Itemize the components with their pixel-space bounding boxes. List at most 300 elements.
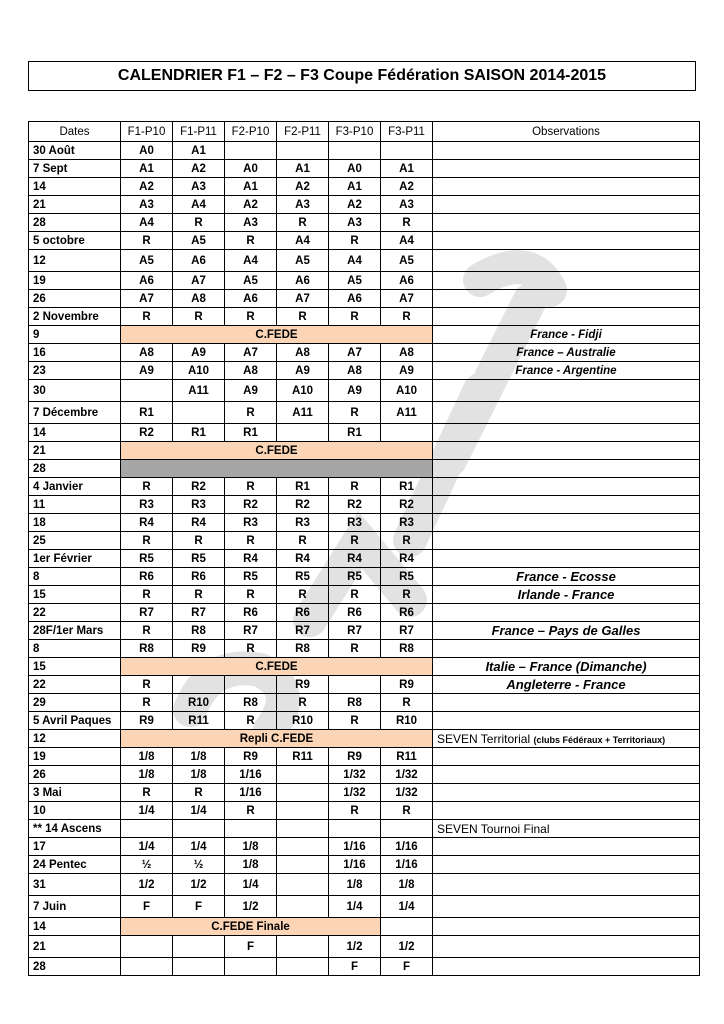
round-cell: R9 [381,676,433,694]
round-cell: R [225,478,277,496]
round-cell: R [225,232,277,250]
round-cell: R5 [329,568,381,586]
observation-cell [433,694,700,712]
round-cell: 1/2 [121,874,173,896]
date-cell: 16 [29,344,121,362]
round-cell: A7 [277,290,329,308]
round-cell: R [329,712,381,730]
round-cell: R [381,586,433,604]
round-cell: A5 [225,272,277,290]
round-cell [121,936,173,958]
round-cell: A1 [277,160,329,178]
round-cell: F [121,896,173,918]
round-cell: R1 [329,424,381,442]
round-cell: A7 [121,290,173,308]
table-row [29,290,700,308]
round-cell: 1/2 [173,874,225,896]
round-cell: R2 [173,478,225,496]
date-cell: 14 [29,424,121,442]
round-cell: R [121,232,173,250]
table-row [29,896,700,918]
round-cell: R8 [225,694,277,712]
observation-text: France - Argentine [515,364,617,377]
round-cell: 1/32 [381,784,433,802]
round-cell: R3 [173,496,225,514]
round-cell: R [329,532,381,550]
round-cell: R [225,402,277,424]
round-cell [277,424,329,442]
round-cell [173,936,225,958]
table-row [29,142,700,160]
date-cell: 5 Avril Paques [29,712,121,730]
observation-cell [433,568,700,586]
round-cell: R [329,402,381,424]
date-cell: 22 [29,604,121,622]
round-cell [381,918,433,936]
round-cell [277,766,329,784]
date-cell: 12 [29,250,121,272]
round-cell: R7 [329,622,381,640]
date-cell: 26 [29,766,121,784]
column-header: F1-P11 [173,122,225,142]
page-title: CALENDRIER F1 – F2 – F3 Coupe Fédération SAISON 2014-2015 [28,61,696,91]
observation-cell [433,896,700,918]
round-cell: R [173,308,225,326]
round-cell [329,676,381,694]
round-cell: A9 [225,380,277,402]
coupe-federation-cell: Repli C.FEDE [121,730,433,748]
round-cell: A11 [381,402,433,424]
round-cell: A3 [121,196,173,214]
round-cell: R [121,478,173,496]
round-cell: A9 [277,362,329,380]
round-cell [329,142,381,160]
round-cell [277,820,329,838]
date-cell: 7 Juin [29,896,121,918]
date-cell: 23 [29,362,121,380]
observation-cell [433,748,700,766]
round-cell: A7 [173,272,225,290]
round-cell: A9 [121,362,173,380]
coupe-federation-cell: C.FEDE Finale [121,918,381,936]
round-cell: A6 [173,250,225,272]
round-cell: A2 [225,196,277,214]
round-cell [329,820,381,838]
round-cell: A8 [121,344,173,362]
round-cell: R [329,640,381,658]
observation-cell [433,856,700,874]
round-cell [121,958,173,976]
round-cell: A5 [173,232,225,250]
round-cell: A5 [277,250,329,272]
round-cell: A1 [121,160,173,178]
calendar-table [28,121,700,976]
round-cell [277,142,329,160]
date-cell: 30 Août [29,142,121,160]
observation-text: France - Fidji [530,328,602,341]
round-cell: A8 [277,344,329,362]
table-row [29,874,700,896]
round-cell: 1/16 [381,856,433,874]
table-row [29,232,700,250]
round-cell: 1/16 [381,838,433,856]
round-cell: 1/16 [225,766,277,784]
round-cell [381,820,433,838]
date-cell: 11 [29,496,121,514]
round-cell: 1/4 [173,838,225,856]
round-cell: A11 [277,402,329,424]
round-cell: A5 [329,272,381,290]
date-cell: 25 [29,532,121,550]
round-cell [277,838,329,856]
round-cell: R4 [225,550,277,568]
round-cell: F [225,936,277,958]
round-cell: A4 [381,232,433,250]
round-cell: 1/4 [121,838,173,856]
table-row [29,622,700,640]
round-cell [277,958,329,976]
date-cell: 31 [29,874,121,896]
round-cell: R7 [121,604,173,622]
round-cell: R [277,308,329,326]
round-cell: R9 [121,712,173,730]
date-cell: 2 Novembre [29,308,121,326]
round-cell: A1 [329,178,381,196]
round-cell: A2 [329,196,381,214]
round-cell: A10 [277,380,329,402]
date-cell: 28F/1er Mars [29,622,121,640]
date-cell: 18 [29,514,121,532]
observation-cell [433,232,700,250]
observation-note: (clubs Fédéraux + Territoriaux) [533,734,666,745]
round-cell [277,936,329,958]
round-cell: A9 [381,362,433,380]
table-row [29,568,700,586]
table-row [29,640,700,658]
round-cell: R9 [277,676,329,694]
observation-cell [433,308,700,326]
round-cell: R8 [329,694,381,712]
round-cell: R [121,676,173,694]
round-cell: A6 [277,272,329,290]
round-cell: R9 [329,748,381,766]
table-row [29,460,700,478]
date-cell: 8 [29,568,121,586]
round-cell: R8 [173,622,225,640]
round-cell: R [277,532,329,550]
observation-cell [433,214,700,232]
round-cell: R4 [277,550,329,568]
round-cell: A4 [121,214,173,232]
round-cell: A3 [277,196,329,214]
column-header: F2-P11 [277,122,329,142]
round-cell: R10 [381,712,433,730]
observation-cell [433,766,700,784]
round-cell: 1/2 [329,936,381,958]
date-cell: 28 [29,958,121,976]
observation-cell [433,586,700,604]
round-cell: A0 [121,142,173,160]
date-cell: 12 [29,730,121,748]
observation-cell [433,326,700,344]
round-cell: R [329,308,381,326]
observation-cell [433,820,700,838]
observation-cell [433,918,700,936]
observation-text: France – Australie [516,346,616,359]
date-cell: ** 14 Ascens [29,820,121,838]
table-row [29,514,700,532]
round-cell: R3 [381,514,433,532]
date-cell: 15 [29,586,121,604]
round-cell: R7 [381,622,433,640]
round-cell: A7 [329,344,381,362]
round-cell: R1 [225,424,277,442]
observation-cell [433,402,700,424]
observation-cell [433,802,700,820]
round-cell: R8 [381,640,433,658]
observation-cell [433,958,700,976]
round-cell: R [381,802,433,820]
round-cell: R8 [277,640,329,658]
observation-cell [433,676,700,694]
round-cell: R9 [173,640,225,658]
round-cell: R5 [277,568,329,586]
round-cell: A3 [381,196,433,214]
observation-cell [433,712,700,730]
round-cell [225,958,277,976]
round-cell: R9 [225,748,277,766]
round-cell: R [173,586,225,604]
round-cell: R4 [381,550,433,568]
table-row [29,604,700,622]
round-cell [277,896,329,918]
table-row [29,748,700,766]
table-row [29,178,700,196]
round-cell: R [121,586,173,604]
round-cell: R [329,586,381,604]
round-cell: R5 [173,550,225,568]
round-cell: R [121,694,173,712]
round-cell: R10 [173,694,225,712]
round-cell: A1 [381,160,433,178]
round-cell: R [121,622,173,640]
round-cell: R6 [381,604,433,622]
round-cell: R2 [121,424,173,442]
round-cell: R [329,232,381,250]
round-cell: 1/2 [225,896,277,918]
observation-cell [433,784,700,802]
table-row [29,272,700,290]
observation-cell [433,640,700,658]
table-row [29,918,700,936]
date-cell: 3 Mai [29,784,121,802]
table-row [29,196,700,214]
round-cell: A6 [225,290,277,308]
observation-cell [433,874,700,896]
observation-cell [433,496,700,514]
table-row [29,326,700,344]
round-cell: ½ [121,856,173,874]
coupe-federation-cell: C.FEDE [121,326,433,344]
column-header: F2-P10 [225,122,277,142]
table-row [29,402,700,424]
round-cell: A8 [225,362,277,380]
round-cell: R [381,694,433,712]
observation-cell [433,514,700,532]
observation-cell [433,344,700,362]
round-cell: R [381,532,433,550]
round-cell [381,142,433,160]
observation-cell [433,604,700,622]
observation-cell [433,460,700,478]
round-cell: 1/8 [381,874,433,896]
round-cell: R1 [121,402,173,424]
round-cell: 1/4 [225,874,277,896]
round-cell: 1/8 [121,748,173,766]
observation-text: SEVEN Tournoi Final [437,821,550,836]
round-cell: R [277,694,329,712]
round-cell: 1/32 [329,766,381,784]
round-cell: 1/8 [329,874,381,896]
date-cell: 9 [29,326,121,344]
coupe-federation-cell: C.FEDE [121,658,433,676]
round-cell: 1/4 [329,896,381,918]
round-cell: A9 [329,380,381,402]
observation-cell [433,142,700,160]
date-cell: 26 [29,290,121,308]
round-cell: A7 [225,344,277,362]
round-cell [277,802,329,820]
round-cell: A10 [173,362,225,380]
table-row [29,712,700,730]
date-cell: 28 [29,214,121,232]
round-cell: R3 [277,514,329,532]
round-cell [225,820,277,838]
date-cell: 21 [29,936,121,958]
round-cell: R6 [173,568,225,586]
round-cell: R4 [329,550,381,568]
round-cell: A1 [225,178,277,196]
observation-text: Angleterre - France [506,677,626,692]
observation-cell [433,658,700,676]
observation-cell [433,936,700,958]
round-cell: A2 [381,178,433,196]
table-row [29,838,700,856]
date-cell: 19 [29,272,121,290]
observation-cell [433,160,700,178]
round-cell: A2 [173,160,225,178]
round-cell: A8 [381,344,433,362]
date-cell: 21 [29,442,121,460]
date-cell: 22 [29,676,121,694]
round-cell: A10 [381,380,433,402]
round-cell: R2 [225,496,277,514]
date-cell: 15 [29,658,121,676]
date-cell: 7 Décembre [29,402,121,424]
round-cell: A5 [381,250,433,272]
table-row [29,694,700,712]
round-cell: A11 [173,380,225,402]
column-header: Dates [29,122,121,142]
date-cell: 7 Sept [29,160,121,178]
table-row [29,586,700,604]
round-cell: R [173,532,225,550]
date-cell: 14 [29,178,121,196]
round-cell: A1 [173,142,225,160]
table-row [29,380,700,402]
round-cell: R5 [381,568,433,586]
blank-period-cell [121,460,433,478]
round-cell: R3 [121,496,173,514]
table-row [29,766,700,784]
table-row [29,424,700,442]
round-cell: 1/8 [225,856,277,874]
observation-cell [433,196,700,214]
round-cell: R [225,532,277,550]
observation-cell [433,290,700,308]
round-cell: R6 [121,568,173,586]
round-cell: 1/32 [329,784,381,802]
column-header: Observations [433,122,700,142]
table-row [29,308,700,326]
table-row [29,214,700,232]
round-cell: F [173,896,225,918]
observation-cell [433,362,700,380]
round-cell: R2 [277,496,329,514]
observation-cell [433,442,700,460]
date-cell: 21 [29,196,121,214]
round-cell: A4 [173,196,225,214]
round-cell: 1/8 [173,766,225,784]
round-cell: R1 [381,478,433,496]
round-cell: R4 [121,514,173,532]
round-cell: A3 [173,178,225,196]
table-row [29,936,700,958]
round-cell: R7 [173,604,225,622]
round-cell: R [329,802,381,820]
observation-text: France - Ecosse [516,569,616,584]
table-row [29,730,700,748]
round-cell: R [225,308,277,326]
date-cell: 24 Pentec [29,856,121,874]
observation-cell [433,178,700,196]
round-cell: 1/16 [329,856,381,874]
table-row [29,496,700,514]
observation-text: Irlande - France [517,587,615,602]
round-cell: R6 [329,604,381,622]
date-cell: 8 [29,640,121,658]
round-cell: 1/16 [225,784,277,802]
round-cell: A6 [329,290,381,308]
round-cell: A4 [225,250,277,272]
round-cell: R6 [277,604,329,622]
round-cell: R8 [121,640,173,658]
round-cell: A8 [329,362,381,380]
round-cell: 1/8 [173,748,225,766]
round-cell: A0 [329,160,381,178]
round-cell: R11 [381,748,433,766]
round-cell: R2 [381,496,433,514]
round-cell: R6 [225,604,277,622]
round-cell [173,402,225,424]
round-cell: F [381,958,433,976]
observation-cell [433,532,700,550]
table-row [29,550,700,568]
date-cell: 19 [29,748,121,766]
table-row [29,478,700,496]
round-cell: R [121,784,173,802]
observation-cell [433,550,700,568]
